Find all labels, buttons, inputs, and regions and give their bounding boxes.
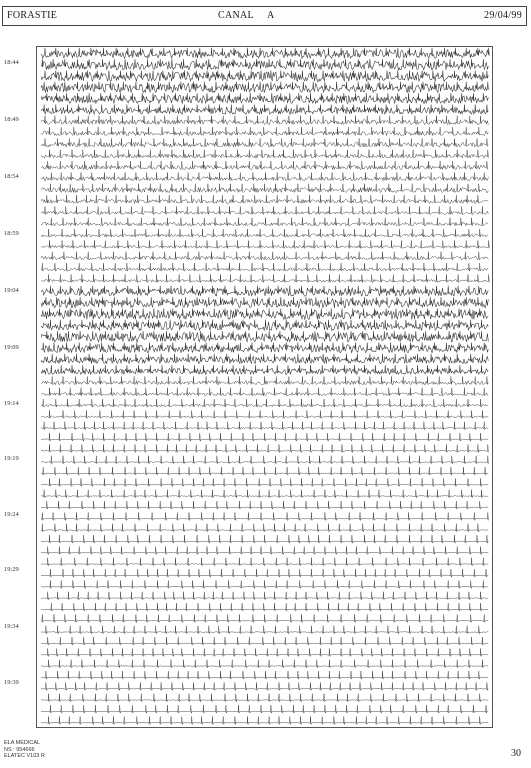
ecg-trace-row	[41, 172, 488, 180]
ecg-trace-row	[41, 184, 488, 193]
ecg-trace-row	[41, 569, 488, 577]
time-label: 18:54	[4, 173, 19, 180]
ecg-trace-row	[41, 286, 488, 296]
ecg-trace-row	[41, 694, 488, 702]
ecg-trace-row	[41, 195, 488, 203]
page-header	[2, 6, 527, 26]
channel-label: CANAL	[218, 10, 254, 21]
ecg-trace-row	[41, 399, 488, 407]
time-label: 19:34	[4, 623, 19, 630]
time-label: 19:29	[4, 566, 19, 573]
ecg-trace-row	[41, 308, 488, 319]
ecg-trace-row	[41, 150, 488, 158]
ecg-trace-row	[41, 660, 488, 668]
time-label: 18:59	[4, 230, 19, 237]
ecg-trace-row	[41, 535, 488, 543]
ecg-trace-row	[41, 59, 488, 70]
ecg-trace-row	[41, 263, 488, 271]
ecg-trace-row	[41, 342, 488, 352]
ecg-trace-row	[41, 104, 488, 114]
ecg-trace-row	[41, 467, 488, 475]
time-label: 19:14	[4, 400, 19, 407]
ecg-trace-row	[41, 410, 488, 418]
ecg-trace-row	[41, 558, 488, 566]
ecg-trace-row	[41, 705, 488, 713]
ecg-trace-row	[41, 637, 488, 645]
time-label: 19:04	[4, 287, 19, 294]
ecg-trace-row	[41, 240, 489, 248]
ecg-trace-row	[41, 218, 488, 226]
ecg-trace-row	[41, 478, 488, 486]
ecg-trace-row	[41, 422, 488, 430]
ecg-trace-row	[41, 376, 488, 384]
time-label: 19:09	[4, 344, 19, 351]
channel-letter: A	[267, 10, 275, 21]
ecg-trace-row	[41, 252, 488, 260]
ecg-trace-row	[41, 138, 488, 147]
manufacturer: ELA MEDICAL	[4, 740, 41, 746]
recording-date: 29/04/99	[484, 10, 522, 21]
ecg-trace-row	[41, 716, 488, 724]
device-model: ELATEC V103 R	[4, 753, 45, 759]
ecg-trace-row	[41, 82, 488, 93]
ecg-trace-row	[41, 626, 488, 634]
ecg-trace-row	[41, 444, 488, 452]
ecg-trace-row	[41, 331, 488, 342]
ecg-trace-row	[41, 274, 489, 282]
ecg-trace-row	[41, 48, 489, 59]
ecg-trace-row	[41, 93, 488, 103]
ecg-trace-row	[41, 229, 488, 237]
ecg-trace-row	[41, 580, 488, 588]
time-label: 18:44	[4, 59, 19, 66]
patient-name: FORASTIE	[7, 10, 58, 21]
ecg-trace-area	[37, 47, 492, 727]
ecg-trace-row	[41, 206, 488, 214]
ecg-trace-row	[41, 388, 488, 396]
ecg-trace-row	[41, 127, 488, 136]
ecg-trace-row	[41, 116, 488, 125]
ecg-trace-frame	[36, 46, 493, 728]
ecg-trace-row	[41, 297, 488, 308]
ecg-trace-row	[41, 320, 488, 331]
ecg-trace-row	[41, 456, 488, 464]
time-label: 19:19	[4, 455, 19, 462]
ecg-trace-row	[41, 433, 488, 441]
ecg-trace-row	[41, 671, 488, 679]
time-label: 18:49	[4, 116, 19, 123]
ecg-trace-row	[41, 614, 488, 622]
ecg-trace-row	[41, 501, 488, 509]
ecg-trace-row	[41, 365, 488, 374]
page-number: 30	[511, 748, 521, 759]
ecg-trace-row	[41, 490, 488, 498]
ecg-trace-row	[41, 592, 488, 600]
serial-number: NS : 954666	[4, 746, 35, 753]
ecg-trace-row	[41, 546, 488, 554]
ecg-trace-row	[41, 524, 488, 532]
ecg-trace-row	[41, 512, 488, 520]
ecg-trace-row	[41, 161, 488, 169]
device-info	[4, 740, 45, 760]
ecg-trace-row	[41, 354, 488, 364]
ecg-trace-row	[41, 70, 488, 81]
time-label: 19:24	[4, 511, 19, 518]
ecg-trace-row	[41, 682, 488, 690]
ecg-trace-row	[41, 603, 488, 611]
ecg-trace-row	[41, 648, 488, 656]
time-label: 19:39	[4, 679, 19, 686]
